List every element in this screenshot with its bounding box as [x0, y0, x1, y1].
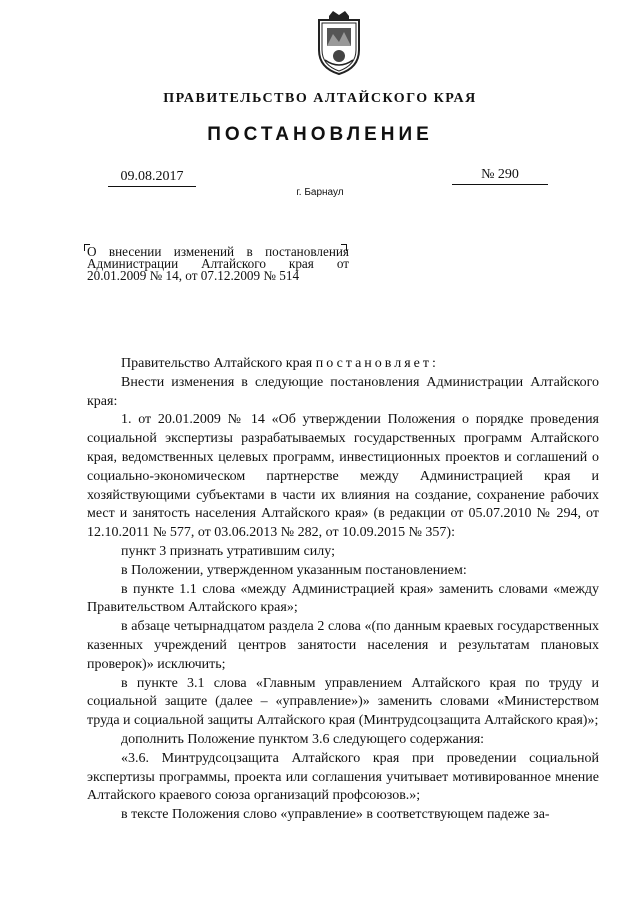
paragraph: в абзаце четырнадцатом раздела 2 слова «(по данным краевых государственных казенных учреждений центров занятости населения и результатам плановых проверок)» исключить;: [87, 619, 599, 672]
paragraph: пункт 3 признать утратившим силу;: [121, 543, 335, 559]
intro-keyword: постановляет: [315, 356, 432, 371]
paragraph: в пункте 3.1 слова «Главным управлением Алтайского края по труду и социальной защите (далее – «управление»)» заменить словами «Министерством труда и социальной защиты Алтайского края (Минтрудсоцзащита Алтайского края)»;: [87, 675, 599, 729]
intro-lead: Правительство Алтайского края: [121, 356, 316, 371]
paragraph: Внести изменения в следующие постановления Администрации Алтайского края:: [87, 374, 599, 409]
intro-tail: :: [431, 356, 436, 371]
coat-of-arms-icon: [313, 10, 365, 76]
government-title: ПРАВИТЕЛЬСТВО АЛТАЙСКОГО КРАЯ: [163, 91, 477, 106]
intro-line: [87, 355, 599, 374]
paragraph: в пункте 1.1 слова «между Администрацией края» заменить словами «между Правительством Алтайского края»;: [87, 581, 599, 616]
document-date: 09.08.2017: [108, 169, 196, 187]
paragraph: дополнить Положение пунктом 3.6 следующего содержания:: [121, 731, 485, 747]
city-label: г. Барнаул: [296, 187, 344, 198]
paragraph: «3.6. Минтрудсоцзащита Алтайского края при проведении социальной экспертизы программы, проекта или соглашения учитывает мотивированное мнение Алтайского краевого союза организаций профсоюзов.»;: [87, 750, 599, 804]
document-subject: О внесении изменений в постановления Администрации Алтайского края от 20.01.2009 № 14, от 07.12.2009 № 514: [87, 244, 349, 283]
paragraph: в тексте Положения слово «управление» в соответствующем падеже за-: [121, 807, 550, 823]
paragraph: 1. от 20.01.2009 № 14 «Об утверждении Положения о порядке проведения социальной экспертизы разрабатываемых государственных программ Алтайского края, ведомственных целевых программ, инвестиционных проектов и соглашений о социально-экономическом партнерстве между Администрацией края и хозяйствующими субъектами в части их влияния на создание, сохранение рабочих мест и занятость населения Алтайского края» (в редакции от 05.07.2010 № 294, от 12.10.2011 № 577, от 03.06.2013 № 282, от 10.09.2015 № 357):: [87, 412, 599, 541]
document-type: ПОСТАНОВЛЕНИЕ: [207, 124, 433, 145]
document-number: № 290: [452, 167, 548, 185]
paragraph: в Положении, утвержденном указанным постановлением:: [121, 562, 467, 578]
document-body: [87, 355, 599, 825]
